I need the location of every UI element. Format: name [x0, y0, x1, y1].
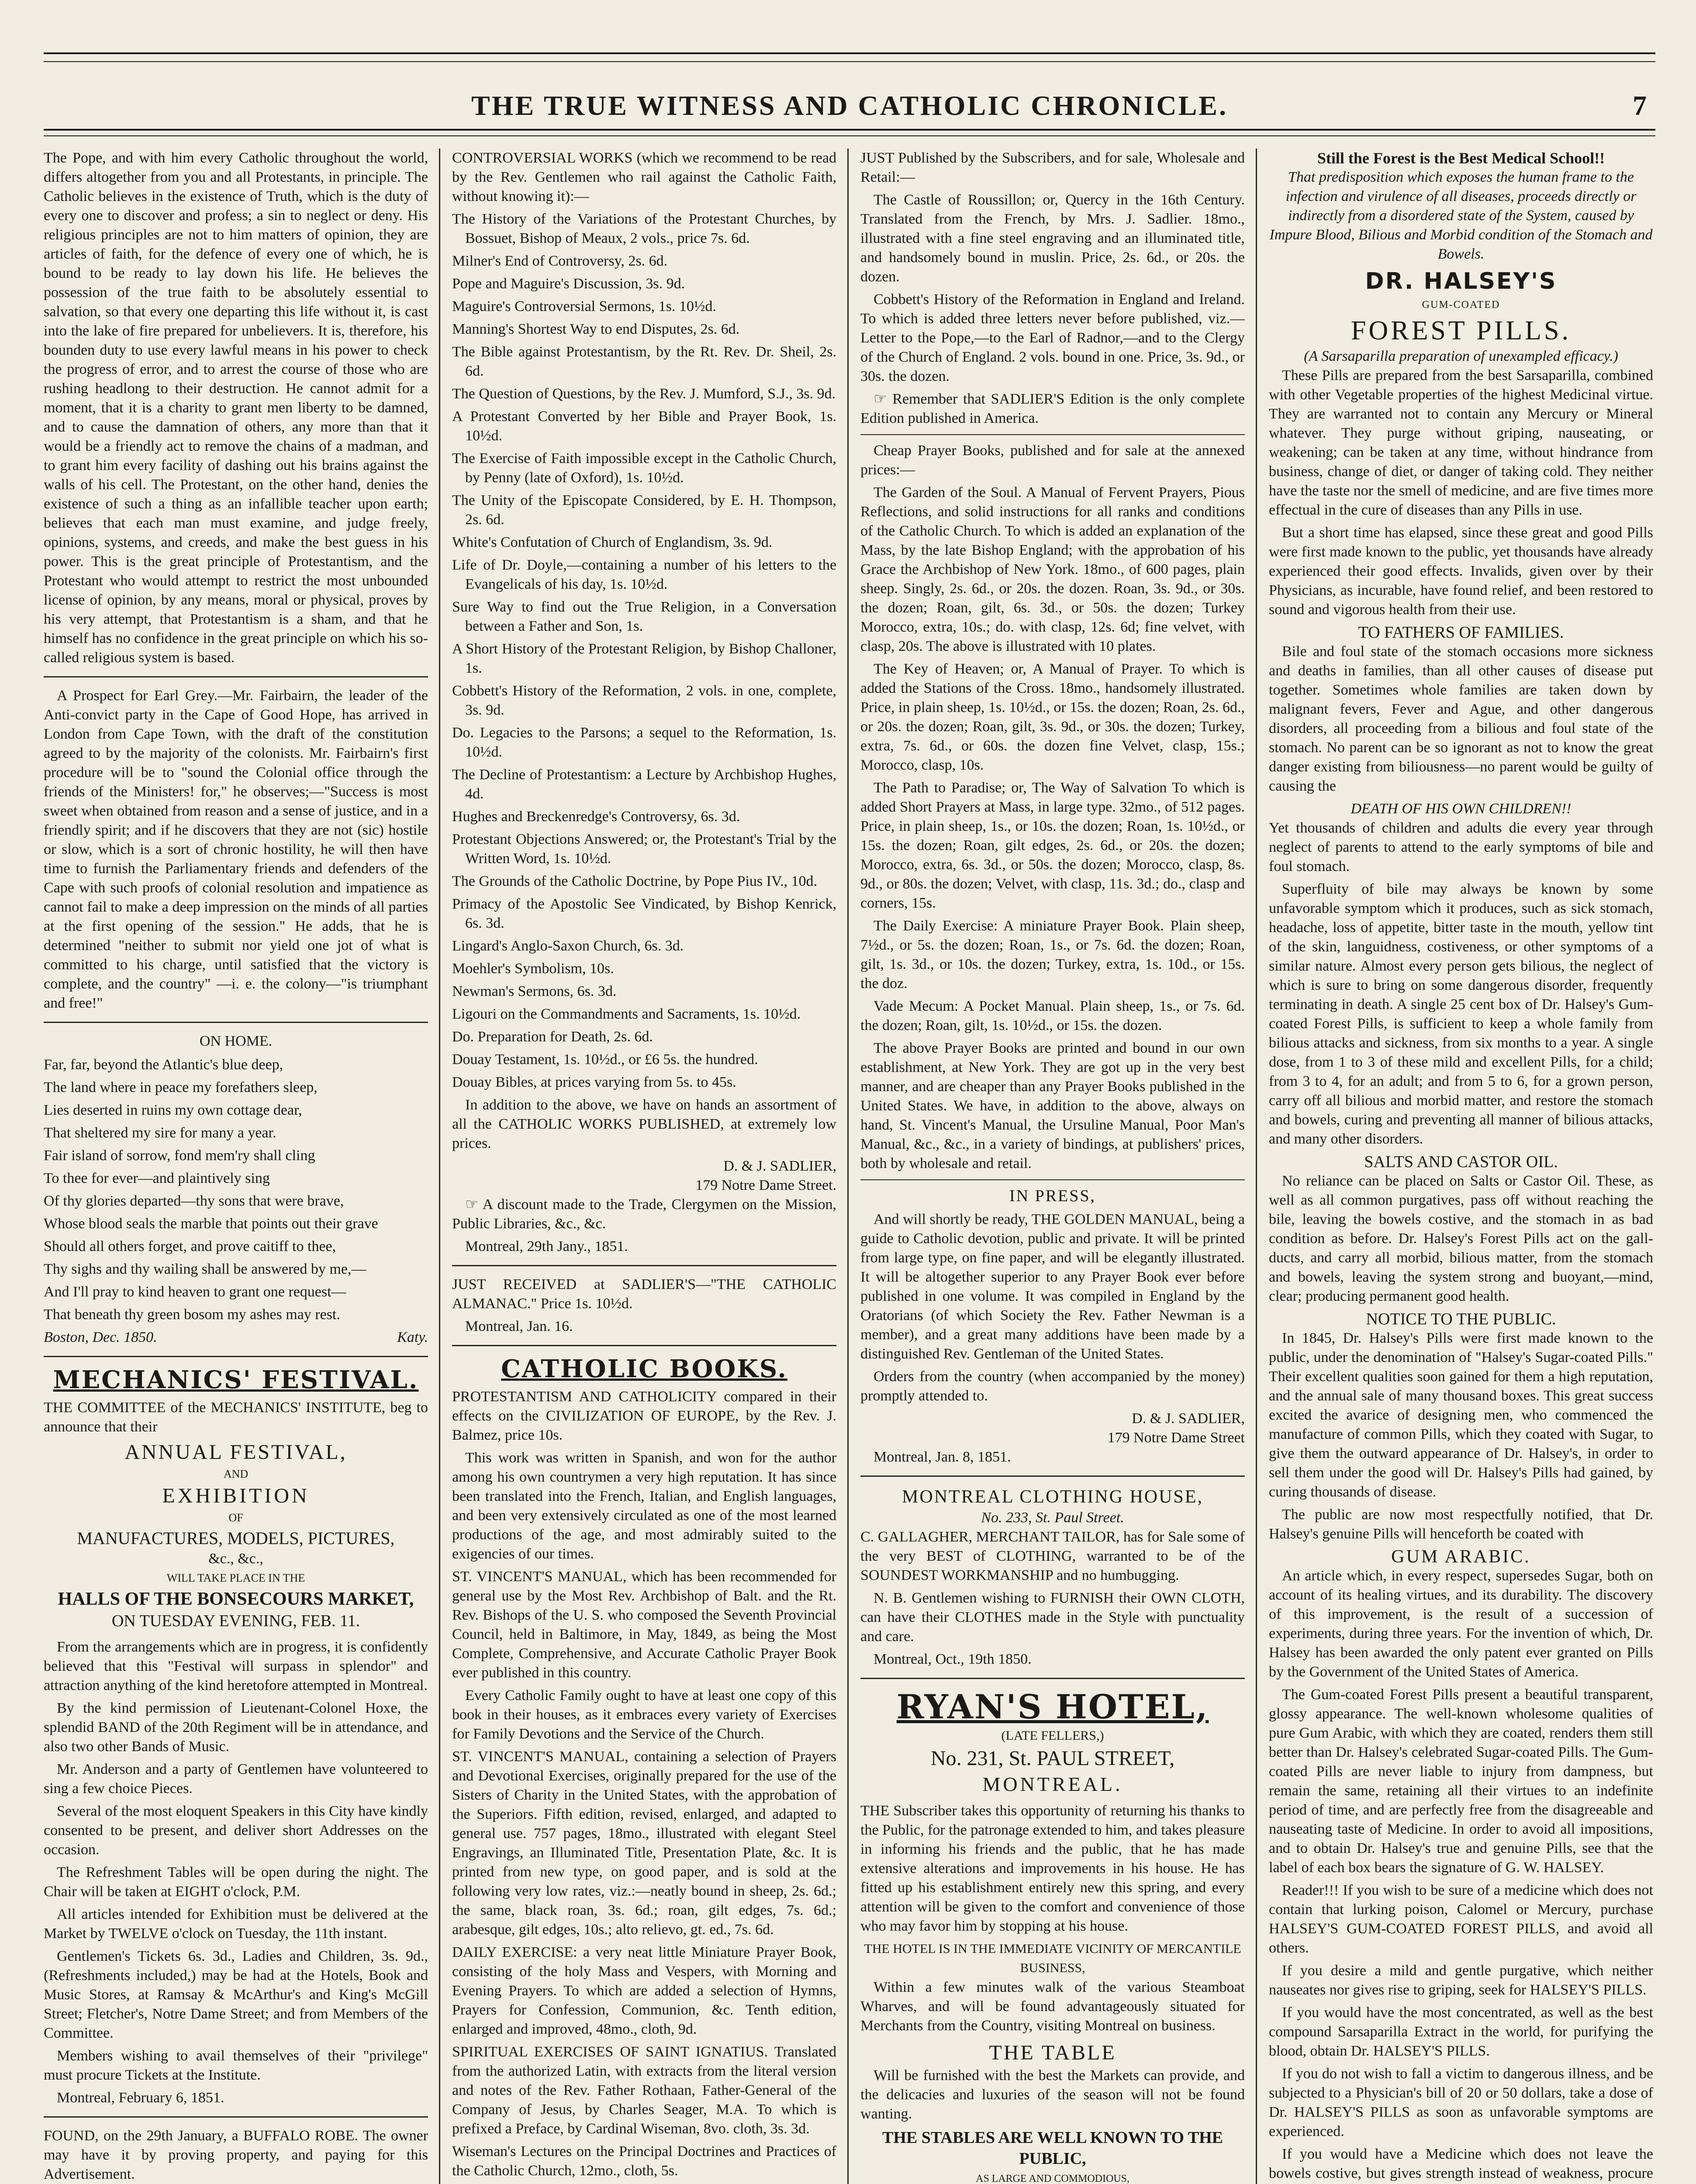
column-1: [44, 149, 428, 2184]
poem-line: To thee for ever—and plaintively sing: [44, 1170, 270, 1186]
festival-dateline: Montreal, February 6, 1851.: [57, 2090, 225, 2106]
gum-arabic-text: An article which, in every respect, supersedes Sugar, both on account of its healing virtues, and its durability. The discovery of this improvement, is the result of a succession of experiments, during three years. For the invention of which, Dr. Halsey has been awarded the only patent ever granted on Pills by the Government of the United States of America.: [1269, 1568, 1653, 1680]
sarsaparilla-note: (A Sarsaparilla preparation of unexampled efficacy.): [1304, 348, 1618, 364]
gentle-text: If you desire a mild and gentle purgative, which neither nauseates nor gives rise to griping, seek for HALSEY'S PILLS.: [1269, 1963, 1653, 1998]
clothing-house-date: Montreal, Oct., 19th 1850.: [874, 1651, 1032, 1667]
festival-paragraph: Several of the most eloquent Speakers in this City have kindly consented to be present, and deliver short Addresses on the occasion.: [44, 1803, 428, 1858]
poem-line: That sheltered my sire for many a year.: [44, 1125, 276, 1141]
book-entry: A Short History of the Protestant Religion, by Bishop Challoner, 1s.: [452, 641, 836, 676]
divider: [44, 1356, 428, 1357]
sadlier-date: Montreal, Jan. 8, 1851.: [874, 1449, 1011, 1465]
book-entry: The Grounds of the Catholic Doctrine, by Pope Pius IV., 10d.: [452, 873, 818, 889]
ryans-hotel-address: No. 231, St. PAUL STREET,: [930, 1747, 1175, 1770]
balmez-desc: This work was written in Spanish, and won for the author among his own countrymen a very high reputation. It has since been translated into the French, Italian, and English languages, and been very extensively circulated as one of the most learned productions of the age, and most admirably suited to the exigencies of our times.: [452, 1450, 836, 1562]
divider: [44, 2116, 428, 2118]
festival-venue: HALLS OF THE BONSECOURS MARKET,: [58, 1589, 414, 1609]
pills-desc: But a short time has elapsed, since these great and good Pills were first made known to the public, yet thousands have already experienced their good effects. Invalids, given over by their Physicians, as incurable, have found relief, and been restored to sound and vigorous health from their use.: [1269, 525, 1653, 618]
daily-exercise-ad: The Daily Exercise: A miniature Prayer Book. Plain sheep, 7½d., or 5s. the dozen; Roan, 1s., or 7s. 6d. the dozen; Roan, gilt, 1s. 3d., or 10s. the dozen; Turkey, extra, 1s. 10d., or 15s. the doz.: [860, 918, 1245, 992]
book-entry: Manning's Shortest Way to end Disputes, 2s. 6d.: [452, 321, 740, 337]
book-entry: Do. Preparation for Death, 2s. 6d.: [452, 1029, 653, 1045]
st-vincent-manual-1: ST. VINCENT'S MANUAL, which has been recommended for general use by the Most Rev. Archbishop of Balt. and the Rt. Rev. Bishops of the U. S. who composed the Seventh Provincial Council, held in Baltimore, in May, 1849, as being the Most Complete, Comprehensive, and Accurate Catholic Prayer Book ever published in this country.: [452, 1569, 836, 1681]
forest-tagline: That predisposition which exposes the human frame to the infection and virulence of all diseases, proceeds directly or indirectly from a disordered state of the System, caused by Impure Blood, Bilious and Morbid condition of the Stomach and Bowels.: [1269, 169, 1653, 262]
festival-paragraph: Mr. Anderson and a party of Gentlemen have volunteered to sing a few choice Pieces.: [44, 1761, 428, 1797]
clothing-house-text: C. GALLAGHER, MERCHANT TAILOR, has for Sale some of the very BEST of CLOTHING, warranted to be of the SOUNDEST WORKMANSHIP and no humbugging.: [860, 1529, 1245, 1583]
controversial-works-list: [452, 210, 836, 1092]
sadlier-name: D. & J. SADLIER,: [1132, 1410, 1245, 1427]
book-entry: The Exercise of Faith impossible except in the Catholic Church, by Penny (late of Oxford), 1s. 10½d.: [452, 450, 836, 486]
festival-paragraph: Members wishing to avail themselves of their "privilege" must procure Tickets at the Institute.: [44, 2048, 428, 2083]
book-entry: Douay Testament, 1s. 10½d., or £6 5s. the hundred.: [452, 1051, 758, 1068]
festival-exhibition: EXHIBITION: [162, 1484, 310, 1507]
divider: [860, 434, 1245, 435]
stables-heading: THE STABLES ARE WELL KNOWN TO THE PUBLIC,: [882, 2129, 1223, 2168]
ryans-hotel-late: (LATE FELLERS,): [1001, 1728, 1104, 1743]
bile-text: Superfluity of bile may always be known by some unfavorable symptom which it produces, such as sick stomach, headache, loss of appetite, bitter taste in the mouth, yellow tint of the skin, languidness, costiveness, or other symptoms of a similar nature. Almost every person gets bilious, the neglect of which is sure to bring on some dangerous disorder, frequently terminating in death. A single 25 cent box of Dr. Halsey's Gum-coated Forest Pills, is sufficient to keep a whole family from bilious attacks and sickness, from six months to a year. A single dose, from 1 to 3 of these mild and excellent Pills, for a child; from 3 to 4, for an adult; and from 5 to 6, for a grown person, carry off all bilious and morbid matter, and restore the stomach and bowels, curing and preventing all manner of bilious attacks, and many other disorders.: [1269, 881, 1653, 1147]
bowels-text: If you would have a Medicine which does not leave the bowels costive, but gives strength instead of weakness, procure: [1269, 2146, 1653, 2181]
poem-line: Should all others forget, and prove caitiff to thee,: [44, 1238, 336, 1254]
st-vincent-manual-3: ST. VINCENT'S MANUAL, containing a selection of Prayers and Devotional Exercises, originally prepared for the use of the Sisters of Charity in the United States, with the approbation of the Superiors. Fifth edition, revised, enlarged, and adapted to general use. 757 pages, 18mo., illustrated with elegant Steel Engravings, an Illuminated Title, Presentation Plate, &c. It is printed from new type, on good paper, and is sold at the following very low rates, viz.:—neatly bound in sheep, 2s. 6d.; the same, black roan, 3s. 6d.; roan, gilt edges, 7s. 6d.; arabesque, gilt edges, 10s.; alto relievo, gt. ed., 7s. 6d.: [452, 1749, 836, 1938]
path-to-paradise-ad: The Path to Paradise; or, The Way of Salvation To which is added Short Prayers at Mass, in large type. 32mo., of 512 pages. Price, in plain sheep, 1s., or 10s. the dozen; Roan, 1s. 10½d., or 15s. the dozen; Roan, gilt edges, 2s. 6d., or 20s. the dozen; Morocco, extra, 6s. 3d., or 50s. the dozen; Morocco, clasp, 8s. 9d., or 80s. the dozen; Velvet, with clasp, 11s. 3d.; do., clasp and corners, 15s.: [860, 780, 1245, 911]
book-entry: Maguire's Controversial Sermons, 1s. 10½d.: [452, 298, 716, 314]
festival-will-take-place: WILL TAKE PLACE IN THE: [166, 1572, 305, 1584]
newspaper-page: [44, 48, 1655, 2184]
top-rule-thin: [44, 61, 1655, 62]
cobbett-history-ad: Cobbett's History of the Reformation in England and Ireland. To which is added three letters never before published, viz.—Letter to the Pope,—to the Earl of Radnor,—and to the Clergy of the Church of England. 2 vols. bound in one. Price, 3s. 9d., or 30s. the dozen.: [860, 291, 1245, 384]
column-4: [1269, 149, 1653, 2184]
masthead-rule-thin: [44, 135, 1655, 136]
poem-line: Of thy glories departed—thy sons that were brave,: [44, 1193, 344, 1209]
found-robe-ad: FOUND, on the 29th January, a BUFFALO ROBE. The owner may have it by proving property, and paying for this Advertisement.: [44, 2128, 428, 2182]
festival-paragraph: By the kind permission of Lieutenant-Colonel Hoxe, the splendid BAND of the 20th Regiment will be in attendance, and also two other Bands of Music.: [44, 1700, 428, 1755]
poem-place-date: Boston, Dec. 1850.: [44, 1329, 157, 1345]
book-entry: Life of Dr. Doyle,—containing a number of his letters to the Evangelicals of his day, 1s. 10½d.: [452, 557, 836, 592]
festival-date: ON TUESDAY EVENING, FEB. 11.: [111, 1612, 360, 1630]
festival-intro: THE COMMITTEE of the MECHANICS' INSTITUTE, beg to announce that their: [44, 1400, 428, 1435]
page-number: 7: [1633, 90, 1647, 121]
poem-line: And I'll pray to kind heaven to grant one request—: [44, 1284, 346, 1300]
poem-title: ON HOME.: [199, 1033, 273, 1049]
forest-pills-heading: FOREST PILLS.: [1351, 316, 1572, 346]
dr-halsey-heading: DR. HALSEY'S: [1365, 268, 1557, 294]
divider: [860, 1179, 1245, 1180]
concentrated-text: If you would have the most concentrated, as well as the best compound Sarsaparilla Extract in the world, for purifying the blood, obtain Dr. HALSEY'S PILLS.: [1269, 2004, 1653, 2059]
in-press-heading: IN PRESS,: [1009, 1187, 1096, 1205]
ryans-hotel-text: THE Subscriber takes this opportunity of returning his thanks to the Public, for the patronage extended to him, and takes pleasure in informing his friends and the public, that he has made extensive alterations and improvements in his house. He has fitted up his establishment entirely new this spring, and every attention will be given to the comfort and convenience of those who may favor him by stopping at his house.: [860, 1803, 1245, 1934]
column-rule: [439, 149, 440, 2184]
columns: [44, 149, 1655, 2184]
just-published-intro: JUST Published by the Subscribers, and for sale, Wholesale and Retail:—: [860, 150, 1245, 185]
table-heading: THE TABLE: [989, 2041, 1116, 2064]
prayer-books-note: The above Prayer Books are printed and bound in our own establishment, at New York. They are got up in the very best manner, and are cheaper than any Prayer Books published in the United States. We have, in addition to the above, always on hand, St. Vincent's Manual, the Ursuline Manual, Poor Man's Manual, &c., &c., in a variety of bindings, at publishers' prices, both by wholesale and retail.: [860, 1040, 1245, 1171]
book-entry: Do. Legacies to the Parsons; a sequel to the Reformation, 1s. 10½d.: [452, 725, 836, 760]
book-entry: A Protestant Converted by her Bible and Prayer Book, 1s. 10½d.: [452, 408, 836, 444]
clothing-house-address: No. 233, St. Paul Street.: [981, 1510, 1124, 1526]
book-entry: The Question of Questions, by the Rev. J. Mumford, S.J., 3s. 9d.: [452, 386, 836, 402]
sadlier-address: 179 Notre Dame Street.: [695, 1177, 836, 1193]
clothing-house-heading: MONTREAL CLOTHING HOUSE,: [902, 1487, 1203, 1507]
book-entry: The Unity of the Episcopate Considered, by E. H. Thompson, 2s. 6d.: [452, 492, 836, 528]
gum-coated-label: GUM-COATED: [1422, 299, 1500, 311]
book-entry: The Bible against Protestantism, by the Rt. Rev. Dr. Sheil, 2s. 6d.: [452, 344, 836, 379]
controversial-works-intro: CONTROVERSIAL WORKS (which we recommend to be read by the Rev. Gentlemen who rail against the Catholic Faith, without knowing it):—: [452, 150, 836, 204]
poem-line: Whose blood seals the marble that points out their grave: [44, 1216, 378, 1232]
column-rule: [1256, 149, 1257, 2184]
book-entry: The History of the Variations of the Protestant Churches, by Bossuet, Bishop of Meaux, 2 vols., price 7s. 6d.: [452, 211, 836, 246]
festival-paragraph: All articles intended for Exhibition must be delivered at the Market by TWELVE o'clock on Tuesday, the 11th instant.: [44, 1906, 428, 1942]
discount-date: Montreal, 29th Jany., 1851.: [465, 1238, 628, 1254]
garden-of-soul-ad: The Garden of the Soul. A Manual of Fervent Prayers, Pious Reflections, and solid instructions for all ranks and conditions of the Catholic Church. To which is added an explanation of the Mass, by the late Bishop England; with the approbation of his Grace the Archbishop of New York. 18mo., of 600 pages, plain sheep. Singly, 2s. 6d., or 20s. the dozen. Roan, 3s. 9d., or 30s. the dozen; Roan, gilt, 6s. 3d., or 50s. the dozen; Turkey Morocco, extra, 10s.; do. with clasp, 12s. 6d; fine velvet, with clasp, 20s. The above is illustrated with 10 plates.: [860, 484, 1245, 654]
book-entry: White's Confutation of Church of Englandism, 3s. 9d.: [452, 534, 773, 550]
gum-arabic-text: The Gum-coated Forest Pills present a beautiful transparent, glossy appearance. The well-known wholesome qualities of pure Gum Arabic, with which they are coated, renders them still better than Dr. Halsey's celebrated Sugar-coated Pills. The Gum-coated Pills are never liable to injury from dampness, but remain the same, retaining all their virtues to an indefinite period of time, and are perfectly free from the disagreeable and nauseating taste of Medicine. In order to avoid all impositions, and to obtain Dr. Halsey's true and genuine Pills, see that the label of each box bears the signature of G. W. HALSEY.: [1269, 1686, 1653, 1876]
top-rule: [44, 52, 1655, 54]
ryans-hotel-vicinity: THE HOTEL IS IN THE IMMEDIATE VICINITY OF MERCANTILE BUSINESS,: [864, 1942, 1241, 1975]
column-3: [860, 149, 1245, 2184]
forest-slogan: Still the Forest is the Best Medical School!!: [1317, 149, 1605, 167]
festival-etc: &c., &c.,: [208, 1551, 263, 1567]
poem-line: The land where in peace my forefathers sleep,: [44, 1079, 318, 1095]
spiritual-exercises-ad: SPIRITUAL EXERCISES OF SAINT IGNATIUS. Translated from the authorized Latin, with extracts from the literal version and notes of the Rev. Father Rothaan, Father-General of the Company of Jesus, by Charles Seager, M.A. To which is prefixed a Preface, by Cardinal Wiseman, 8vo. cloth, 3s. 3d.: [452, 2044, 836, 2137]
poem-line: Far, far, beyond the Atlantic's blue deep,: [44, 1057, 283, 1073]
discount-note: ☞ A discount made to the Trade, Clergymen on the Mission, Public Libraries, &c., &c.: [452, 1196, 836, 1232]
key-of-heaven-ad: The Key of Heaven; or, A Manual of Prayer. To which is added the Stations of the Cross. 18mo., handsomely illustrated. Price, in plain sheep, 1s. 10½d., or 15s. the dozen; Roan, 2s. 6d., or 20s. the dozen; Roan, gilt, 3s. 9d., or 30s. the dozen; Turkey, extra, 7s. 6d., or 60s. the dozen fine Velvet, clasp, 15s.; Morocco, clasp, 10s.: [860, 661, 1245, 773]
book-entry: Lingard's Anglo-Saxon Church, 6s. 3d.: [452, 938, 684, 954]
book-entry: Hughes and Breckenredge's Controversy, 6s. 3d.: [452, 809, 740, 825]
poem-signature: [44, 1328, 428, 1347]
daily-exercise-ad: DAILY EXERCISE: a very neat little Miniature Prayer Book, consisting of the holy Mass and Vespers, with Morning and Evening Prayers. To which are added a selection of Hymns, Prayers for Confession, Communion, &c. Tenth edition, enlarged and improved, 48mo., cloth, 9d.: [452, 1944, 836, 2037]
sadlier-name: D. & J. SADLIER,: [723, 1158, 836, 1174]
gum-arabic-heading: GUM ARABIC.: [1391, 1547, 1531, 1567]
controversial-works-tail: In addition to the above, we have on hands an assortment of all the CATHOLIC WORKS PUBLISHED, at extremely low prices.: [452, 1097, 836, 1151]
book-entry: Protestant Objections Answered; or, the Protestant's Trial by the Written Word, 1s. 10½d.: [452, 831, 836, 867]
fall-victim-text: If you do not wish to fall a victim to dangerous illness, and be subjected to a Physician's bill of 20 or 50 dollars, take a dose of Dr. HALSEY'S PILLS as soon as unfavorable symptoms are experienced.: [1269, 2066, 1653, 2139]
divider: [44, 676, 428, 677]
divider: [860, 1476, 1245, 1477]
festival-manufactures: MANUFACTURES, MODELS, PICTURES,: [77, 1528, 395, 1548]
almanac-date: Montreal, Jan. 16.: [465, 1318, 573, 1334]
sadlier-address: 179 Notre Dame Street: [1107, 1430, 1245, 1446]
festival-annual: ANNUAL FESTIVAL,: [124, 1441, 347, 1464]
table-text: Will be furnished with the best the Markets can provide, and the delicacies and luxuries of the season will not be found wanting.: [860, 2067, 1245, 2122]
castle-roussillon-ad: The Castle of Roussillon; or, Quercy in the 16th Century. Translated from the French, by Mrs. J. Sadlier. 18mo., illustrated with a fine steel engraving and an illuminated title, and handsomely bound in muslin. Price, 2s. 6d., or 20s. the dozen.: [860, 192, 1245, 285]
cheap-prayer-books-intro: Cheap Prayer Books, published and for sale at the annexed prices:—: [860, 442, 1245, 478]
ryans-hotel-city: MONTREAL.: [982, 1773, 1123, 1795]
festival-and: AND: [223, 1468, 249, 1480]
poem-author: Katy.: [397, 1329, 428, 1345]
festival-paragraph: The Refreshment Tables will be open during the night. The Chair will be taken at EIGHT o'clock, P.M.: [44, 1864, 428, 1900]
ryans-hotel-heading: RYAN'S HOTEL,: [896, 1687, 1209, 1726]
poem-line: That beneath thy green bosom my ashes may rest.: [44, 1306, 340, 1323]
poem-line: Lies deserted in ruins my own cottage dear,: [44, 1102, 302, 1118]
divider: [452, 1345, 836, 1346]
masthead-rule: [44, 129, 1655, 131]
notice-heading: NOTICE TO THE PUBLIC.: [1366, 1310, 1556, 1328]
divider: [860, 1678, 1245, 1679]
article-earl-grey: A Prospect for Earl Grey.—Mr. Fairbairn, the leader of the Anti-convict party in the Cape of Good Hope, has arrived in London from Cape Town, with the draft of the constitution agreed to by the majority of the colonists. Mr. Fairbairn's first procedure will be to "sound the Colonial office through the friends of the Ministers! for," he observes;—"Success is most sweet when obtained from reason and a sense of justice, and in a friendly spirit; and if he discovers that they are not (sic) hostile or slow, which is a sort of chronic hostility, he will then have time to furnish the Parliamentary friends and defenders of the Cape with such proofs of colonial resolution and impatience as cannot fail to make a deep impression on the minds of all parties at the first opening of the session." He adds, that he is determined "neither to submit nor yield one jot of what is committed to his charge, until satisfied that the victory is complete, and the country" —i. e. the colony—"is triumphant and free!": [44, 688, 428, 1011]
stables-sub: AS LARGE AND COMMODIOUS,: [975, 2173, 1130, 2184]
book-entry: Primacy of the Apostolic See Vindicated, by Bishop Kenrick, 6s. 3d.: [452, 896, 836, 931]
column-rule: [847, 149, 849, 2184]
article-pope: The Pope, and with him every Catholic throughout the world, differs altogether from you and all Protestants, in principle. The Catholic believes in the existence of Truth, which is the duty of every one to discover and profess; a sin to neglect or deny. His religious principles are not to him matters of opinion, they are articles of faith, for the defence of every one of which, he is bound to be ready to lay down his life. He believes the possession of the true faith to be absolutely essential to salvation, so that every one departing this life without it, is cast into the lake of fire prepared for unbelievers. It is, therefore, his bounden duty to use every lawful means in his power to check the progress of error, and to arrest the course of those who are rushing headlong to their destruction. He cannot admit for a moment, that it is a charity to grant men liberty to be damned, and to cause the damnation of others, any more than that it would be a friendly act to remove the chains of a madman, and to grant him every facility of dashing out his brains against the walls of his cell. The Protestant, on the other hand, denies the existence of such a thing as an infallible teacher upon earth; believes that each man must examine, and judge freely, opinions, systems, and creeds, and make the best guess in his power. This is the great principle of Protestantism, and the Protestant who would attempt to restrict the most unbounded license of opinion, by any means, moral or physical, proves by his very attempt, that Protestantism is a sham, and that he himself has no confidence in the great principle on which his so-called religious system is based.: [44, 150, 428, 666]
ryans-hotel-location: Within a few minutes walk of the various Steamboat Wharves, and will be found advantageously situated for Merchants from the Country, visiting Montreal on business.: [860, 1979, 1245, 2034]
book-entry: Newman's Sermons, 6s. 3d.: [452, 983, 617, 999]
divider: [452, 1265, 836, 1266]
pills-desc: These Pills are prepared from the best Sarsaparilla, combined with other Vegetable properties of the highest Medicinal virtue. They are warranted not to contain any Mercury or Mineral whatever. They purge without griping, nauseating, or weakening; can be taken at any time, without hindrance from business, change of diet, or danger of taking cold. They neither have the taste nor the smell of medicine, and are five times more effectual in the cure of diseases than any Pills in use.: [1269, 367, 1653, 518]
vade-mecum-ad: Vade Mecum: A Pocket Manual. Plain sheep, 1s., or 7s. 6d. the dozen; Roan, gilt, 1s. 10½d., or 15s. the dozen.: [860, 998, 1245, 1033]
book-entry: Sure Way to find out the True Religion, in a Conversation between a Father and Son, 1s.: [452, 599, 836, 634]
sadlier-edition-note: ☞ Remember that SADLIER'S Edition is the only complete Edition published in America.: [860, 391, 1245, 426]
festival-of: OF: [228, 1511, 243, 1524]
book-entry: The Decline of Protestantism: a Lecture by Archbishop Hughes, 4d.: [452, 767, 836, 802]
book-entry: Moehler's Symbolism, 10s.: [452, 961, 614, 977]
poem: [44, 1055, 428, 1324]
poem-line: Thy sighs and thy wailing shall be answered by me,—: [44, 1261, 366, 1277]
balmez-ad: PROTESTANTISM AND CATHOLICITY compared in their effects on the CIVILIZATION OF EUROPE, by the Rev. J. Balmez, price 10s.: [452, 1389, 836, 1443]
festival-heading: MECHANICS' FESTIVAL.: [53, 1365, 419, 1394]
salts-text: No reliance can be placed on Salts or Castor Oil. These, as well as all common purgatives, pass off without reaching the bile, leaving the bowels costive, and the stomach in as bad condition as before. Dr. Halsey's Forest Pills act on the gall-ducts, and carry all morbid, bilious matter, from the stomach and bowels, leaving the system strong and buoyant,—mind, clear; producing permanent good health.: [1269, 1173, 1653, 1304]
book-entry: Ligouri on the Commandments and Sacraments, 1s. 10½d.: [452, 1006, 801, 1022]
clothing-house-note: N. B. Gentlemen wishing to FURNISH their OWN CLOTH, can have their CLOTHES made in the Style with punctuality and care.: [860, 1590, 1245, 1645]
newspaper-title: THE TRUE WITNESS AND CATHOLIC CHRONICLE.: [471, 90, 1228, 121]
notice-text: The public are now most respectfully notified, that Dr. Halsey's genuine Pills will henceforth be coated with: [1269, 1507, 1653, 1542]
column-2: [452, 149, 836, 2184]
almanac-ad: JUST RECEIVED at SADLIER'S—"THE CATHOLIC ALMANAC." Price 1s. 10½d.: [452, 1276, 836, 1312]
orders-note: Orders from the country (when accompanied by the money) promptly attended to.: [860, 1368, 1245, 1404]
book-entry: Douay Bibles, at prices varying from 5s. to 45s.: [452, 1074, 736, 1090]
masthead: [44, 48, 1655, 144]
golden-manual-ad: And will shortly be ready, THE GOLDEN MANUAL, being a guide to Catholic devotion, public and private. It will be printed from large type, on fine paper, and will be elegantly illustrated. It will be altogether superior to any Prayer Book ever before published in one volume. It was compiled in England by the Oratorians (of which Society the Rev. Father Newman is a member), and a great many additions have been made by a distinguished Rev. Gentleman of the United States.: [860, 1211, 1245, 1362]
catholic-books-heading: CATHOLIC BOOKS.: [501, 1355, 788, 1383]
divider: [44, 1022, 428, 1023]
wiseman-lectures-ad: Wiseman's Lectures on the Principal Doctrines and Practices of the Catholic Church, 12mo., cloth, 5s.: [452, 2143, 836, 2179]
notice-text: In 1845, Dr. Halsey's Pills were first made known to the public, under the denomination of "Halsey's Sugar-coated Pills." Their excellent qualities soon gained for them a high reputation, and the annual sale of many thousand boxes. This great success excited the avarice of designing men, who commenced the manufacture of common Pills, which they coated with Sugar, to give them the outward appearance of Dr. Halsey's, in order to sell them under the good will Dr. Halsey's Pills had gained, by curing thousands of disease.: [1269, 1330, 1653, 1500]
book-entry: Milner's End of Controversy, 2s. 6d.: [452, 253, 668, 269]
st-vincent-manual-2: Every Catholic Family ought to have at least one copy of this book in their houses, as it embraces every variety of Exercises for Family Devotions and the Service of the Church.: [452, 1687, 836, 1742]
festival-paragraph: Gentlemen's Tickets 6s. 3d., Ladies and Children, 3s. 9d., (Refreshments included,) may be had at the Hotels, Book and Music Stores, at Ramsay & McArthur's and King's McGill Street; Fletcher's, Notre Dame Street; and from Members of the Committee.: [44, 1948, 428, 2041]
reader-text: Reader!!! If you wish to be sure of a medicine which does not contain that lurking poison, Calomel or Mercury, purchase HALSEY'S GUM-COATED FOREST PILLS, and avoid all others.: [1269, 1882, 1653, 1956]
death-children: DEATH OF HIS OWN CHILDREN!!: [1351, 801, 1572, 817]
book-entry: Pope and Maguire's Discussion, 3s. 9d.: [452, 276, 685, 292]
poem-line: Fair island of sorrow, fond mem'ry shall cling: [44, 1147, 315, 1164]
salts-heading: SALTS AND CASTOR OIL.: [1364, 1153, 1558, 1171]
book-entry: Cobbett's History of the Reformation, 2 vols. in one, complete, 3s. 9d.: [452, 683, 836, 718]
fathers-text: Bile and foul state of the stomach occasions more sickness and deaths in families, than all other causes of disease put together. Sometimes whole families are taken down by malignant fevers, Fever and Ague, and other dangerous disorders, all proceeding from a bilious and foul state of the stomach. No parent can be so ignorant as not to know the great danger existing from biliousness—no parent would be guilty of causing the: [1269, 643, 1653, 794]
fathers-heading: TO FATHERS OF FAMILIES.: [1358, 623, 1564, 642]
festival-paragraph: From the arrangements which are in progress, it is confidently believed that this "Festival will surpass in splendor" and attraction anything of the kind heretofore attempted in Montreal.: [44, 1639, 428, 1693]
death-text: Yet thousands of children and adults die every year through neglect of parents to attend to the early symptoms of bile and foul stomach.: [1269, 820, 1653, 874]
